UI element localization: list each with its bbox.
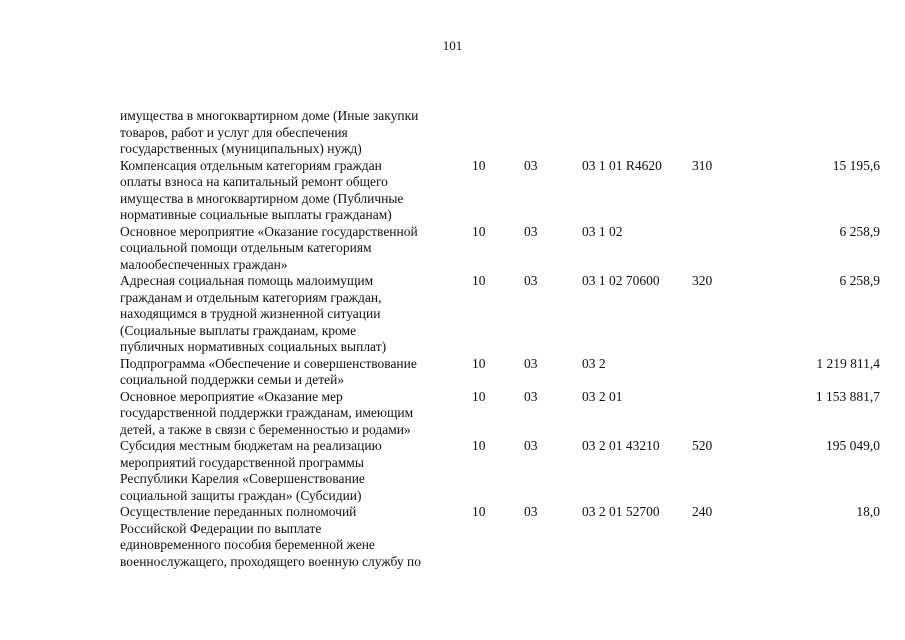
row-section-cell: 10 bbox=[472, 355, 486, 371]
row-target-article-cell: 03 2 01 bbox=[582, 388, 623, 404]
row-subsection-cell: 03 bbox=[524, 223, 538, 239]
table-row bbox=[120, 356, 886, 389]
row-section-cell: 10 bbox=[472, 273, 486, 288]
row-section-cell bbox=[472, 108, 524, 158]
row-subsection-cell bbox=[524, 108, 582, 158]
row-amount-cell: 6 258,9 bbox=[839, 273, 880, 288]
row-expense-type-cell bbox=[692, 108, 742, 158]
row-amount-cell: 18,0 bbox=[856, 504, 880, 519]
row-target-article-cell: 03 1 02 bbox=[582, 223, 623, 239]
row-subsection-cell: 03 bbox=[524, 157, 538, 173]
table-row bbox=[120, 224, 886, 274]
row-target-article-cell: 03 1 02 70600 bbox=[582, 273, 660, 288]
row-target-article-cell: 03 1 01 R4620 bbox=[582, 157, 662, 173]
row-name-cell: Основное мероприятие «Оказание мер государственной поддержки гражданам, имеющим детей, а также в связи с беременностью и родами» bbox=[120, 388, 414, 437]
row-section-cell: 10 bbox=[472, 438, 486, 453]
row-section-cell: 10 bbox=[472, 223, 486, 239]
row-subsection-cell: 03 bbox=[524, 355, 538, 371]
row-subsection-cell: 03 bbox=[524, 504, 538, 519]
row-name-cell: Основное мероприятие «Оказание государственной социальной помощи отдельным категориям малообеспеченных граждан» bbox=[120, 223, 418, 272]
page-number: 101 bbox=[442, 38, 463, 53]
row-expense-type-cell: 240 bbox=[692, 504, 713, 519]
table-row bbox=[120, 273, 886, 356]
row-section-cell: 10 bbox=[472, 157, 486, 173]
budget-table-body bbox=[120, 108, 886, 570]
row-target-article-cell: 03 2 bbox=[582, 355, 606, 371]
row-expense-type-cell: 310 bbox=[692, 157, 713, 173]
table-row bbox=[120, 438, 886, 504]
row-name-cell: Адресная социальная помощь малоимущим гражданам и отдельным категориям граждан, находящимся в трудной жизненной ситуации (Социальные выплаты гражданам, кроме публичных нормативных социальных выплат) bbox=[120, 273, 387, 354]
row-target-article-cell bbox=[582, 108, 692, 158]
row-amount-cell: 6 258,9 bbox=[839, 223, 880, 239]
table-row bbox=[120, 504, 886, 570]
table-row bbox=[120, 158, 886, 224]
row-expense-type-cell bbox=[692, 356, 742, 389]
row-name-cell: имущества в многоквартирном доме (Иные закупки товаров, работ и услуг для обеспечения государственных (муниципальных) нужд) bbox=[120, 108, 419, 156]
row-subsection-cell: 03 bbox=[524, 388, 538, 404]
table-row bbox=[120, 389, 886, 439]
row-target-article-cell: 03 2 01 52700 bbox=[582, 504, 660, 519]
budget-table bbox=[120, 108, 886, 570]
row-subsection-cell: 03 bbox=[524, 438, 538, 453]
row-expense-type-cell bbox=[692, 389, 742, 439]
row-amount-cell: 15 195,6 bbox=[832, 157, 880, 173]
row-amount-cell: 1 219 811,4 bbox=[816, 355, 880, 371]
row-amount-cell bbox=[742, 108, 886, 158]
row-name-cell: Компенсация отдельным категориям граждан оплаты взноса на капитальный ремонт общего имущества в многоквартирном доме (Публичные нормативные социальные выплаты гражданам) bbox=[120, 157, 404, 222]
row-expense-type-cell: 320 bbox=[692, 273, 713, 288]
row-expense-type-cell: 520 bbox=[692, 438, 713, 453]
row-amount-cell: 195 049,0 bbox=[826, 438, 880, 453]
table-row bbox=[120, 108, 886, 158]
row-target-article-cell: 03 2 01 43210 bbox=[582, 438, 660, 453]
row-expense-type-cell bbox=[692, 224, 742, 274]
row-amount-cell: 1 153 881,7 bbox=[815, 388, 880, 404]
row-subsection-cell: 03 bbox=[524, 273, 538, 288]
row-name-cell: Подпрограмма «Обеспечение и совершенствование социальной поддержки семьи и детей» bbox=[120, 355, 417, 387]
row-name-cell: Осуществление переданных полномочий Российской Федерации по выплате единовременного пособия беременной жене военнослужащего, проходящего военную службу по bbox=[120, 504, 421, 569]
row-section-cell: 10 bbox=[472, 388, 486, 404]
row-name-cell: Субсидия местным бюджетам на реализацию мероприятий государственной программы Республики Карелия «Совершенствование социальной защиты граждан» (Субсидии) bbox=[120, 438, 382, 503]
row-section-cell: 10 bbox=[472, 504, 486, 519]
